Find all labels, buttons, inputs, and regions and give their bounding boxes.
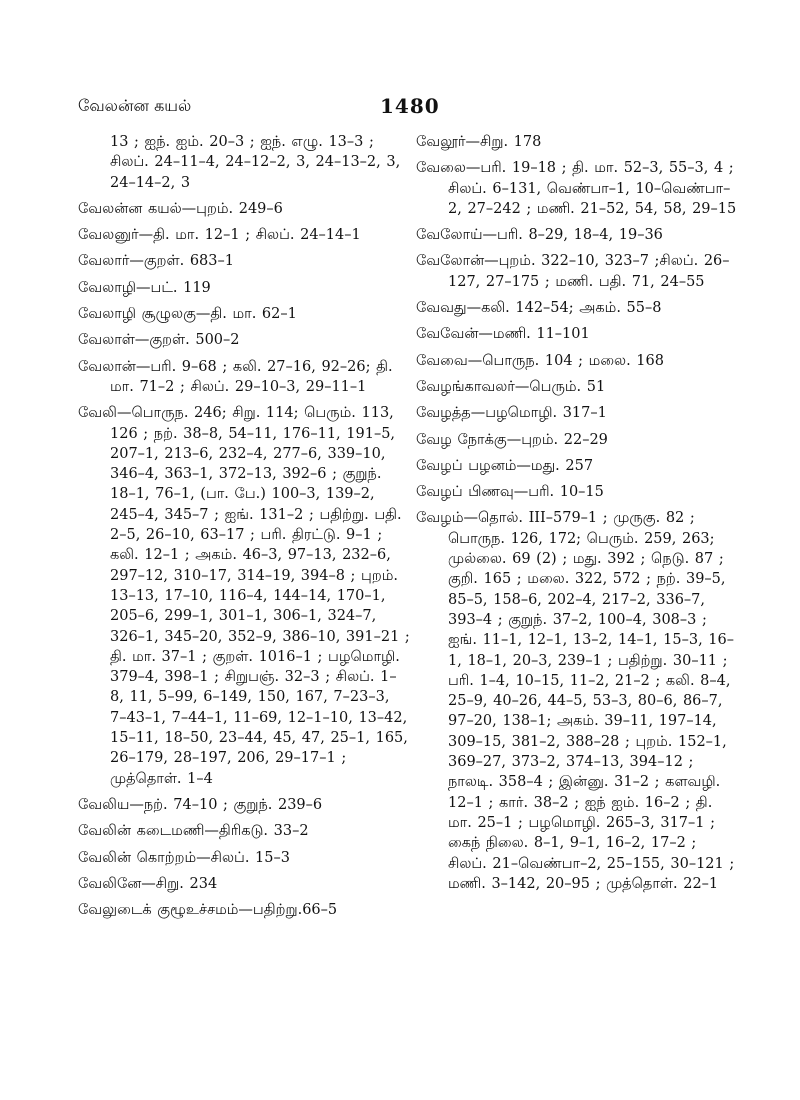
- index-entry: வேலின் கடைமணி—திரிகடு. 33–2: [78, 823, 309, 840]
- page-number: 1480: [380, 94, 440, 118]
- index-entry: வேலார்—குறள். 683–1: [78, 253, 234, 270]
- index-entry: வேழப் பிணவு—பரி. 10–15: [416, 484, 604, 501]
- index-entry: வேலுடைக் குழூஉச்சமம்—பதிற்று.66–5: [78, 902, 338, 919]
- index-entry: வேலாள்—குறள். 500–2: [78, 332, 240, 349]
- index-entry: வேழப் பழனம்—மது. 257: [416, 457, 594, 474]
- running-header: [78, 94, 728, 124]
- index-entry: வேவது—கலி. 142–54; அகம். 55–8: [416, 300, 662, 317]
- index-entry: வேலின் கொற்றம்—சிலப். 15–3: [78, 849, 290, 866]
- index-entry: வேலினே—சிறு. 234: [78, 875, 218, 892]
- index-entry: வேலாழி—பட். 119: [78, 279, 211, 296]
- index-entry: வேலான்—பரி. 9–68 ; கலி. 27–16, 92–26; தி. மா. 71–2 ; சிலப். 29–10–3, 29–11–1: [78, 358, 393, 395]
- index-entry: வேலன்ன கயல்—புறம். 249–6: [78, 200, 283, 217]
- index-entry: 13 ; ஐந். ஐம். 20–3 ; ஐந். எழு. 13–3 ; சிலப். 24–11–4, 24–12–2, 3, 24–13–2, 3, 24–14–2, 3: [110, 134, 401, 191]
- index-entry: வேலோன்—புறம். 322–10, 323–7 ;சிலப். 26–127, 27–175 ; மணி. பதி. 71, 24–55: [416, 253, 730, 290]
- right-column: [416, 132, 738, 900]
- index-entry: வேலாழி சூழுலகு—தி. மா. 62–1: [78, 306, 297, 323]
- index-entry: வேவேன்—மணி. 11–101: [416, 326, 590, 343]
- index-entry: வேலி—பொருந. 246; சிறு. 114; பெரும். 113, 126 ; நற். 38–8, 54–11, 176–11, 191–5, 207–1, 213–6, 232–4, 277–6, 339–10, 346–4, 363–1, 372–13, 392–6 ; குறுந். 18–1, 76–1, (பா. பே.) 100–3, 139–2, 245–4, 345–7 ; ஐங். 131–2 ; பதிற்று. பதி. 2–5, 26–10, 63–17 ; பரி. திரட்டு. 9–1 ; கலி. 12–1 ; அகம். 46–3, 97–13, 232–6, 297–12, 310–17, 314–19, 394–8 ; புறம். 13–13, 17–10, 116–4, 144–14, 170–1, 205–6, 299–1, 301–1, 306–1, 324–7, 326–1, 345–20, 352–9, 386–10, 391–21 ; தி. மா. 37–1 ; குறள். 1016–1 ; பழமொழி. 379–4, 398–1 ; சிறுபஞ். 32–3 ; சிலப். 1–8, 11, 5–99, 6–149, 150, 167, 7–23–3, 7–43–1, 7–44–1, 11–69, 12–1–10, 13–42, 15–11, 18–50, 23–44, 45, 47, 25–1, 165, 26–179, 28–197, 206, 29–17–1 ; முத்தொள். 1–4: [78, 405, 410, 787]
- index-entry: வேலை—பரி. 19–18 ; தி. மா. 52–3, 55–3, 4 ; சிலப். 6–131, வெண்பா–1, 10–வெண்பா–2, 27–242 ; மணி. 21–52, 54, 58, 29–15: [416, 160, 737, 217]
- index-entry: வேவை—பொருந. 104 ; மலை. 168: [416, 352, 664, 369]
- running-head-title: வேலன்ன கயல்: [78, 96, 192, 115]
- index-entry: வேலிய—நற். 74–10 ; குறுந். 239–6: [78, 796, 323, 813]
- index-entry: வேலோய்—பரி. 8–29, 18–4, 19–36: [416, 227, 663, 244]
- index-entry: வேலனுர்—தி. மா. 12–1 ; சிலப். 24–14–1: [78, 227, 361, 244]
- left-column: [78, 132, 410, 926]
- index-entry: வேலூர்—சிறு. 178: [416, 134, 542, 150]
- index-entry: வேழ நோக்கு—புறம். 22–29: [416, 431, 608, 448]
- index-entry: வேழத்த—பழமொழி. 317–1: [416, 405, 607, 422]
- index-entry: வேழங்காவலர்—பெரும். 51: [416, 378, 606, 395]
- index-entry: வேழம்—தொல். III–579–1 ; முருகு. 82 ; பொருந. 126, 172; பெரும். 259, 263; முல்லை. 69 (2) ; மது. 392 ; நெடு. 87 ; குறி. 165 ; மலை. 322, 572 ; நற். 39–5, 85–5, 158–6, 202–4, 217–2, 336–7, 393–4 ; குறுந். 37–2, 100–4, 308–3 ; ஐங். 11–1, 12–1, 13–2, 14–1, 15–3, 16–1, 18–1, 20–3, 239–1 ; பதிற்று. 30–11 ; பரி. 1–4, 10–15, 11–2, 21–2 ; கலி. 8–4, 25–9, 40–26, 44–5, 53–3, 80–6, 86–7, 97–20, 138–1; அகம். 39–11, 197–14, 309–15, 381–2, 388–28 ; புறம். 152–1, 369–27, 373–2, 374–13, 394–12 ; நாலடி. 358–4 ; இன்னு. 31–2 ; களவழி. 12–1 ; கார். 38–2 ; ஐந் ஐம். 16–2 ; தி. மா. 25–1 ; பழமொழி. 265–3, 317–1 ; கைந் நிலை. 8–1, 9–1, 16–2, 17–2 ; சிலப். 21–வெண்பா–2, 25–155, 30–121 ; மணி. 3–142, 20–95 ; முத்தொள். 22–1: [416, 510, 735, 892]
